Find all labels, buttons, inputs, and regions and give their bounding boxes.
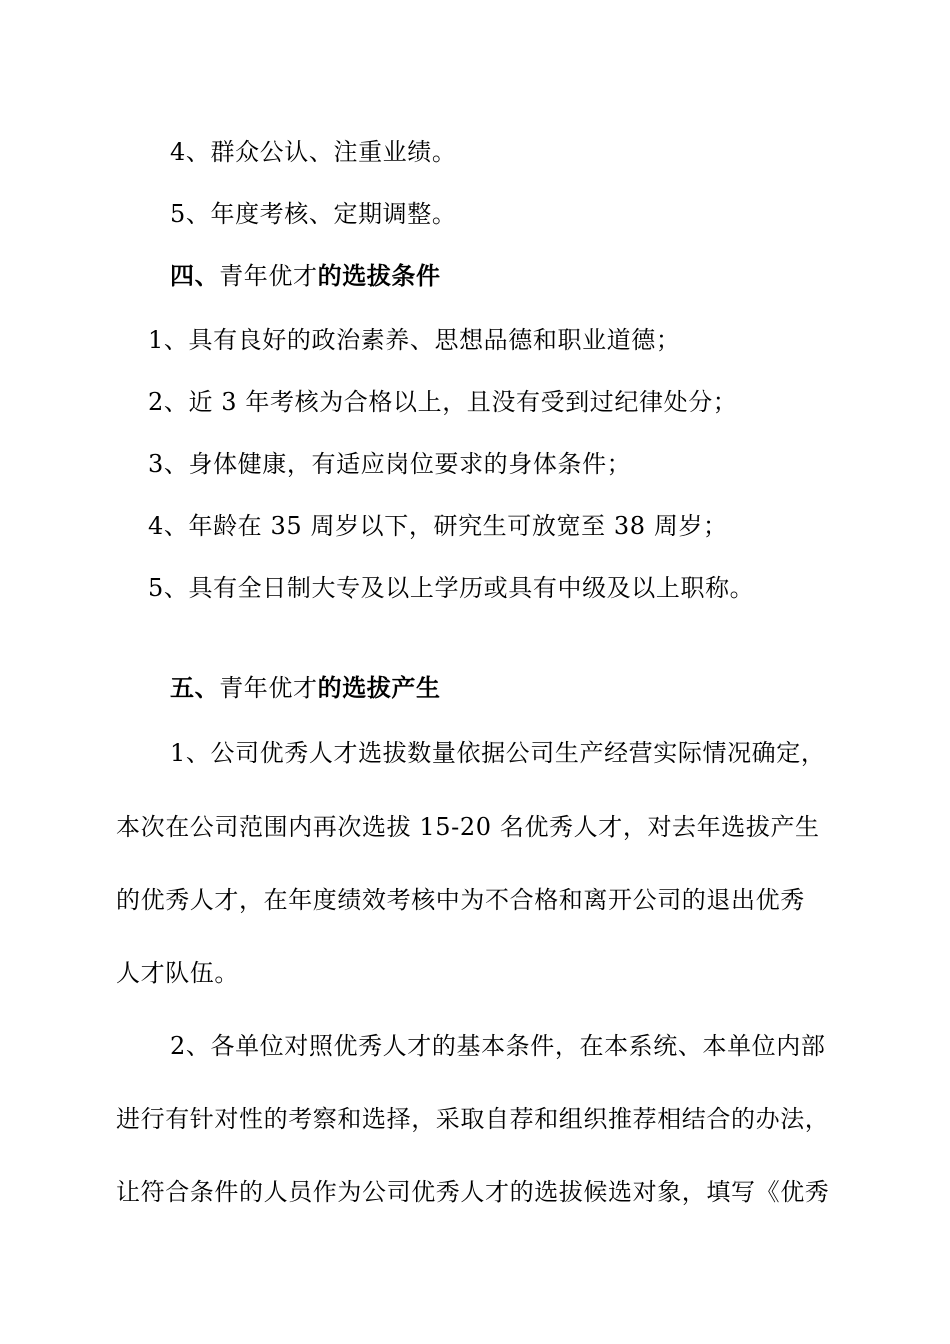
paragraph-1-line-3: 的优秀人才，在年度绩效考核中为不合格和离开公司的退出优秀 (116, 886, 805, 914)
condition-item-2: 2、近 3 年考核为合格以上，且没有受到过纪律处分； (148, 388, 738, 416)
principle-item-5: 5、年度考核、定期调整。 (170, 200, 457, 228)
section-5-heading-plain: 青年优才 (219, 674, 318, 702)
condition-item-1: 1、具有良好的政治素养、思想品德和职业道德； (148, 326, 681, 354)
paragraph-2-line-3: 让符合条件的人员作为公司优秀人才的选拔候选对象，填写《优秀 (116, 1178, 830, 1206)
section-4-heading-bold: 的选拔条件 (317, 261, 441, 290)
paragraph-2-line-2: 进行有针对性的考察和选择，采取自荐和组织推荐相结合的办法， (116, 1105, 830, 1133)
section-5-heading (170, 673, 441, 703)
paragraph-2-line-1: 2、各单位对照优秀人才的基本条件，在本系统、本单位内部 (170, 1032, 826, 1060)
condition-item-4: 4、年龄在 35 周岁以下，研究生可放宽至 38 周岁； (148, 512, 728, 540)
section-5-heading-prefix: 五、 (170, 673, 220, 702)
paragraph-1-line-1: 1、公司优秀人才选拔数量依据公司生产经营实际情况确定， (170, 739, 826, 767)
paragraph-1-line-4: 人才队伍。 (116, 959, 239, 987)
condition-item-3: 3、身体健康，有适应岗位要求的身体条件； (148, 450, 632, 478)
section-4-heading-plain: 青年优才 (219, 262, 318, 290)
paragraph-1-line-2: 本次在公司范围内再次选拔 15-20 名优秀人才，对去年选拔产生 (116, 813, 820, 841)
section-5-heading-bold: 的选拔产生 (317, 673, 441, 702)
principle-item-4: 4、群众公认、注重业绩。 (170, 138, 457, 166)
section-4-heading-prefix: 四、 (170, 261, 220, 290)
condition-item-5: 5、具有全日制大专及以上学历或具有中级及以上职称。 (148, 574, 755, 602)
section-4-heading (170, 261, 441, 291)
